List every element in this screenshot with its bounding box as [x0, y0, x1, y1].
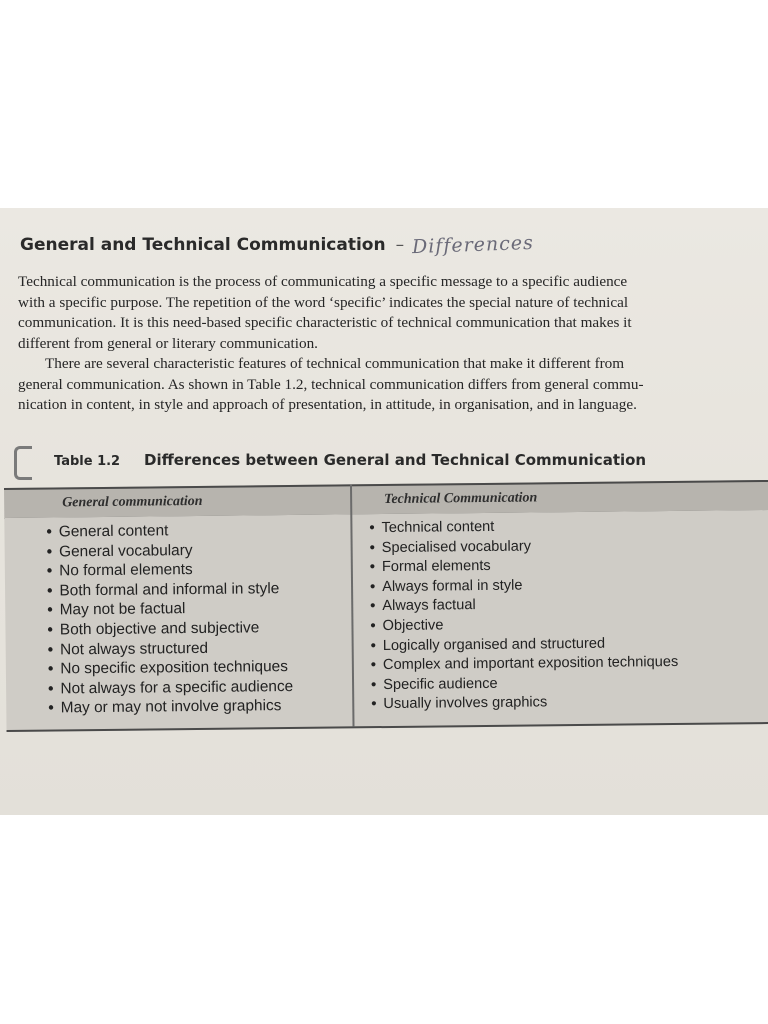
- list-item: • Specific audience: [371, 673, 679, 696]
- list-item: • Logically organised and structured: [371, 634, 679, 657]
- list-item: • Not always structured: [48, 638, 293, 660]
- handwritten-annotation: Differences: [411, 231, 535, 259]
- list-item: • Both formal and informal in style: [47, 579, 292, 601]
- header-technical: Technical Communication: [384, 490, 538, 508]
- list-item: • General content: [46, 520, 291, 542]
- paragraph-definition: [18, 272, 743, 354]
- list-item: • Technical content: [369, 516, 677, 539]
- list-item: • Always formal in style: [370, 575, 678, 598]
- paragraph-line: Technical communication is the process of communicating a specific message to a specific audience: [18, 273, 628, 290]
- caption-bracket-icon: [14, 446, 32, 480]
- list-item: • Complex and important exposition techniques: [371, 653, 679, 676]
- table-title: Differences between General and Technical Communication: [144, 451, 647, 469]
- paragraph-line: with a specific purpose. The repetition of the word ‘specific’ indicates the special nature of technical: [18, 293, 629, 311]
- comparison-table: [4, 480, 768, 738]
- list-item: • No specific exposition techniques: [48, 657, 293, 679]
- list-item: • General vocabulary: [47, 540, 292, 562]
- list-item: • No formal elements: [47, 559, 292, 581]
- list-item: • Objective: [370, 614, 678, 637]
- general-column: [46, 520, 293, 718]
- paragraph-line: communication. It is this need-based specific characteristic of technical communication that makes it: [18, 314, 632, 332]
- list-item: • Both objective and subjective: [47, 618, 292, 640]
- paragraph-line: general communication. As shown in Table 1.2, technical communication differs from general commu-: [18, 375, 644, 393]
- list-item: • Usually involves graphics: [371, 692, 679, 715]
- section-title: General and Technical Communication: [20, 235, 386, 255]
- list-item: • May or may not involve graphics: [48, 696, 293, 718]
- list-item: • Formal elements: [370, 555, 678, 578]
- list-item: • Specialised vocabulary: [370, 536, 678, 559]
- list-item: • Always factual: [370, 594, 678, 617]
- paragraph-features: [18, 354, 743, 416]
- table-body: [4, 510, 768, 732]
- paragraph-line: different from general or literary communication.: [18, 334, 318, 352]
- section-heading: [20, 231, 535, 259]
- heading-dash: –: [395, 235, 405, 255]
- header-general: General communication: [62, 493, 203, 511]
- table-caption: [14, 446, 654, 480]
- list-item: • May not be factual: [47, 598, 292, 620]
- list-item: • Not always for a specific audience: [48, 677, 293, 699]
- paragraph-line: There are several characteristic features of technical communication that make it different from: [45, 355, 625, 372]
- table-number: Table 1.2: [54, 454, 121, 469]
- paragraph-line: nication in content, in style and approach of presentation, in attitude, in organisation, and in language.: [18, 396, 637, 414]
- book-page-photo: [0, 208, 768, 815]
- technical-column: [369, 516, 678, 715]
